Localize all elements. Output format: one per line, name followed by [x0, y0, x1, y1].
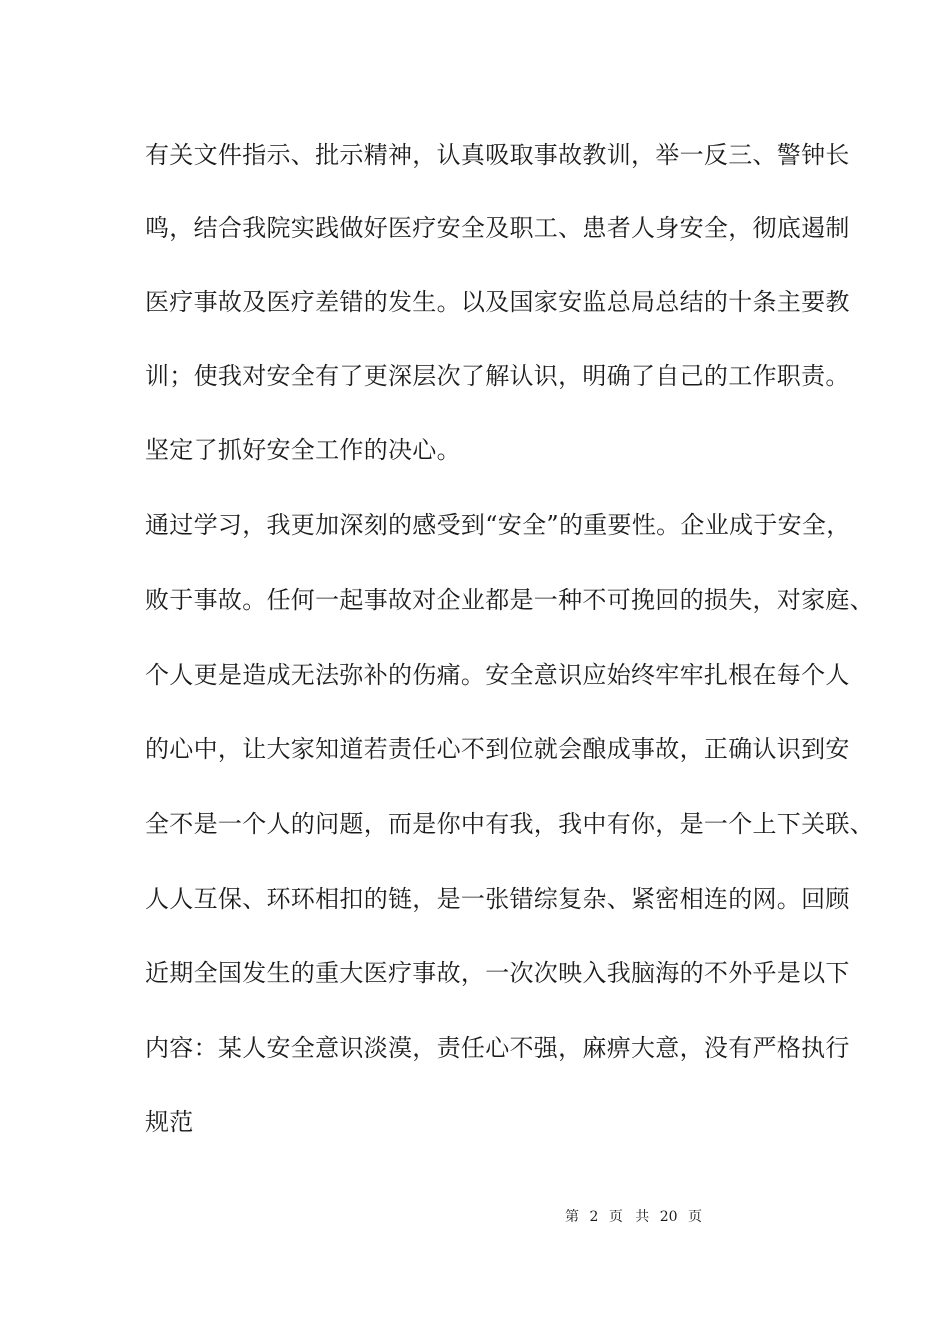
text-line: 全不是一个人的问题，而是你中有我，我中有你，是一个上下关联、 — [145, 810, 874, 838]
footer-prefix: 第 — [565, 1209, 579, 1225]
text-line: 内容：某人安全意识淡漠，责任心不强，麻痹大意，没有严格执行 — [145, 1034, 850, 1062]
text-line: 训；使我对安全有了更深层次了解认识，明确了自己的工作职责。 — [145, 362, 850, 390]
footer-total-word: 共 — [635, 1209, 650, 1225]
text-line: 有关文件指示、批示精神，认真吸取事故教训，举一反三、警钟长 — [145, 141, 850, 169]
page-footer — [565, 1208, 702, 1226]
current-page-number: 2 — [589, 1209, 599, 1225]
footer-page-word: 页 — [608, 1209, 623, 1225]
text-line: 败于事故。任何一起事故对企业都是一种不可挽回的损失，对家庭、 — [145, 586, 874, 614]
text-line: 规范 — [145, 1108, 194, 1136]
text-line: 鸣，结合我院实践做好医疗安全及职工、患者人身安全，彻底遏制 — [145, 214, 850, 242]
text-line: 医疗事故及医疗差错的发生。以及国家安监总局总结的十条主要教 — [145, 288, 850, 316]
text-line: 坚定了抓好安全工作的决心。 — [145, 436, 461, 464]
text-line: 个人更是造成无法弥补的伤痛。安全意识应始终牢牢扎根在每个人 — [145, 661, 850, 689]
text-line: 人人互保、环环相扣的链，是一张错综复杂、紧密相连的网。回顾 — [145, 885, 850, 913]
footer-suffix: 页 — [688, 1209, 703, 1225]
text-line: 的心中，让大家知道若责任心不到位就会酿成事故，正确认识到安 — [145, 735, 850, 763]
text-line: 通过学习，我更加深刻的感受到“安全”的重要性。企业成于安全， — [145, 511, 851, 539]
total-pages-number: 20 — [659, 1209, 678, 1225]
text-line: 近期全国发生的重大医疗事故，一次次映入我脑海的不外乎是以下 — [145, 959, 850, 987]
